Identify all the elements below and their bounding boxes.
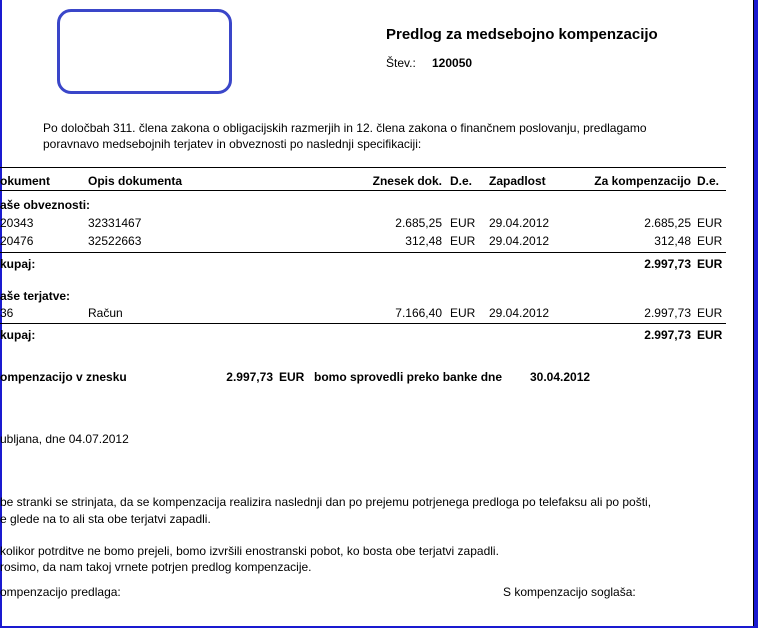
summary-currency: EUR	[279, 370, 305, 384]
section-label-obveznosti: aše obveznosti:	[0, 198, 91, 212]
intro-line-2: poravnavo medsebojnih terjatev in obveznosti po naslednji specifikaciji:	[43, 137, 422, 151]
subtotal-currency-obveznosti: EUR	[697, 257, 723, 271]
subtotal-label-obveznosti: kupaj:	[0, 257, 36, 271]
header-zapadlost: Zapadlost	[489, 174, 546, 188]
cell-opis: 32522663	[88, 234, 142, 248]
cell-de: EUR	[450, 216, 476, 230]
summary-text: bomo sprovedli preko banke dne	[314, 370, 503, 384]
cell-opis: 32331467	[88, 216, 142, 230]
cell-de: EUR	[450, 234, 476, 248]
cell-dokument: 36	[0, 306, 14, 320]
document-number-value: 120050	[432, 56, 473, 70]
note-1-line-1: be stranki se strinjata, da se kompenzacija realizira naslednji dan po prejemu potrjenega predloga po telefaksu ali po pošti,	[0, 495, 652, 509]
header-dokument: okument	[0, 174, 51, 188]
header-opis: Opis dokumenta	[88, 174, 183, 188]
cell-zapadlost: 29.04.2012	[489, 306, 550, 320]
summary-date: 30.04.2012	[530, 370, 591, 384]
note-2-line-2: rosimo, da nam takoj vrnete potrjen predlog kompenzacije.	[0, 560, 312, 574]
cell-de-2: EUR	[697, 306, 723, 320]
cell-znesek: 312,48	[405, 234, 442, 248]
intro-paragraph	[43, 120, 647, 152]
header-znesek: Znesek dok.	[372, 174, 442, 188]
window-frame-right	[754, 0, 758, 628]
cell-dokument: 20476	[0, 234, 34, 248]
cell-znesek: 7.166,40	[395, 306, 442, 320]
note-1-line-2: e glede na to ali sta obe terjatvi zapadli.	[0, 512, 211, 526]
subtotal-label-terjatve: kupaj:	[0, 328, 36, 342]
cell-de-2: EUR	[697, 234, 723, 248]
subtotal-currency-terjatve: EUR	[697, 328, 723, 342]
cell-zapadlost: 29.04.2012	[489, 234, 550, 248]
document-number-label: Štev.:	[386, 56, 416, 70]
page-border-right	[753, 0, 754, 628]
table-header-rule	[0, 190, 726, 191]
footer-agreement-label: S kompenzacijo soglaša:	[503, 585, 636, 599]
subtotal-value-terjatve: 2.997,73	[644, 328, 691, 342]
section-label-terjatve: aše terjatve:	[0, 289, 71, 303]
cell-dokument: 20343	[0, 216, 34, 230]
note-2-line-1: kolikor potrditve ne bomo prejeli, bomo izvršili enostranski pobot, ko bosta obe terjatvi zapadli.	[0, 544, 499, 558]
logo-placeholder-box	[57, 9, 232, 94]
header-de-1: D.e.	[450, 174, 473, 188]
summary-label: ompenzacijo v znesku	[0, 370, 127, 384]
cell-opis: Račun	[88, 306, 123, 320]
cell-za-kompenzacijo: 312,48	[654, 234, 691, 248]
table-top-rule	[0, 167, 726, 168]
subtotal-rule-obveznosti	[0, 252, 726, 253]
footer-proposer-label: ompenzacijo predlaga:	[0, 585, 121, 599]
cell-de-2: EUR	[697, 216, 723, 230]
summary-amount: 2.997,73	[226, 370, 273, 384]
place-and-date: ubljana, dne 04.07.2012	[0, 432, 129, 446]
subtotal-rule-terjatve	[0, 323, 726, 324]
cell-de: EUR	[450, 306, 476, 320]
cell-zapadlost: 29.04.2012	[489, 216, 550, 230]
intro-line-1: Po določbah 311. člena zakona o obligacijskih razmerjih in 12. člena zakona o finančnem poslovanju, predlagamo	[43, 121, 647, 135]
document-title: Predlog za medsebojno kompenzacijo	[386, 26, 658, 43]
header-za-kompenzacijo: Za kompenzacijo	[594, 174, 691, 188]
cell-za-kompenzacijo: 2.997,73	[644, 306, 691, 320]
subtotal-value-obveznosti: 2.997,73	[644, 257, 691, 271]
cell-za-kompenzacijo: 2.685,25	[644, 216, 691, 230]
cell-znesek: 2.685,25	[395, 216, 442, 230]
header-de-2: D.e.	[697, 174, 720, 188]
